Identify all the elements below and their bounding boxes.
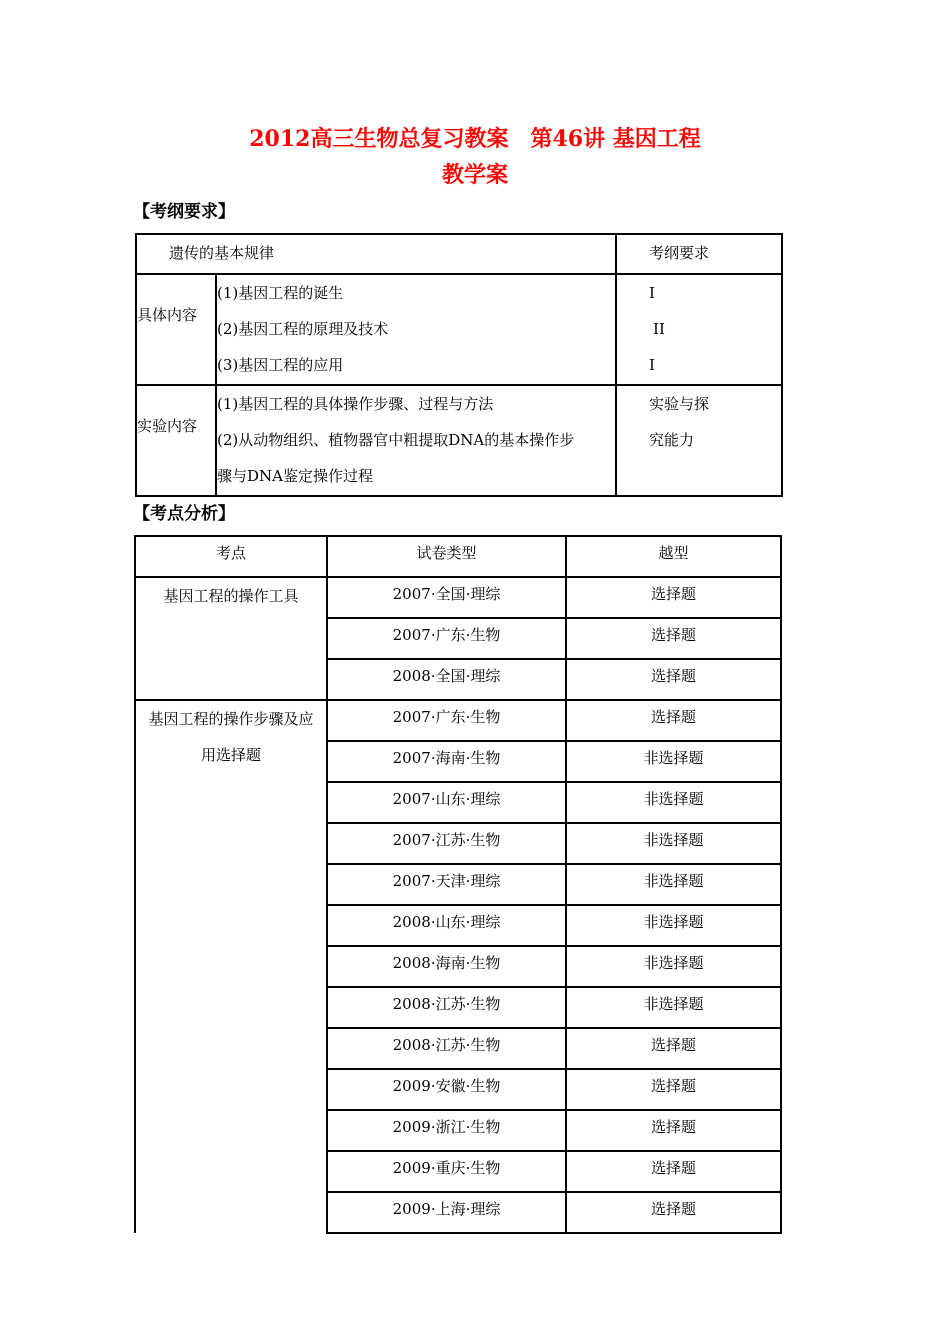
content-cell bbox=[216, 274, 616, 385]
knowledge-point-label: 基因工程的操作工具 bbox=[163, 587, 299, 605]
knowledge-point-label-cont: 用选择题 bbox=[200, 746, 261, 764]
content-item: (2)基因工程的原理及技术 bbox=[217, 320, 389, 338]
document-subtitle: 教学案 bbox=[441, 162, 508, 188]
paper-cell: 2007·广东·生物 bbox=[327, 700, 566, 741]
type-cell: 选择题 bbox=[566, 700, 781, 741]
knowledge-point-cell bbox=[135, 577, 327, 700]
type-cell: 非选择题 bbox=[566, 782, 781, 823]
paper-cell: 2008·全国·理综 bbox=[327, 659, 566, 700]
type-cell: 选择题 bbox=[566, 1192, 781, 1233]
syllabus-header-left: 遗传的基本规律 bbox=[169, 244, 275, 262]
paper-cell: 2007·全国·理综 bbox=[327, 577, 566, 618]
level-value: I bbox=[649, 284, 655, 302]
type-cell: 非选择题 bbox=[566, 905, 781, 946]
paper-cell: 2009·上海·理综 bbox=[327, 1192, 566, 1233]
content-item: (1)基因工程的具体操作步骤、过程与方法 bbox=[217, 395, 494, 413]
syllabus-table bbox=[135, 233, 783, 497]
requirement-text: 究能力 bbox=[649, 431, 695, 449]
level-value: I bbox=[649, 356, 655, 374]
section-heading-outline: 【考纲要求】 bbox=[133, 202, 235, 222]
requirement-text: 实验与探 bbox=[649, 395, 710, 413]
level-value: II bbox=[653, 320, 665, 338]
knowledge-point-label: 基因工程的操作步骤及应 bbox=[148, 710, 314, 728]
paper-cell: 2008·江苏·生物 bbox=[327, 1028, 566, 1069]
paper-cell: 2007·广东·生物 bbox=[327, 618, 566, 659]
type-cell: 选择题 bbox=[566, 1110, 781, 1151]
row-label-cell bbox=[136, 385, 216, 496]
type-cell: 非选择题 bbox=[566, 741, 781, 782]
syllabus-header-right: 考纲要求 bbox=[649, 244, 710, 262]
paper-cell: 2009·安徽·生物 bbox=[327, 1069, 566, 1110]
paper-cell: 2007·海南·生物 bbox=[327, 741, 566, 782]
type-cell: 选择题 bbox=[566, 659, 781, 700]
paper-cell: 2007·江苏·生物 bbox=[327, 823, 566, 864]
type-cell: 选择题 bbox=[566, 1028, 781, 1069]
type-cell: 非选择题 bbox=[566, 946, 781, 987]
paper-cell: 2008·江苏·生物 bbox=[327, 987, 566, 1028]
type-cell: 选择题 bbox=[566, 1069, 781, 1110]
content-item: (2)从动物组织、植物器官中粗提取DNA的基本操作步 bbox=[217, 431, 575, 449]
requirement-cell bbox=[616, 385, 782, 496]
type-cell: 非选择题 bbox=[566, 987, 781, 1028]
paper-cell: 2007·天津·理综 bbox=[327, 864, 566, 905]
column-header: 试卷类型 bbox=[327, 536, 566, 577]
paper-cell: 2008·海南·生物 bbox=[327, 946, 566, 987]
content-cell bbox=[216, 385, 616, 496]
type-cell: 选择题 bbox=[566, 577, 781, 618]
paper-cell: 2009·重庆·生物 bbox=[327, 1151, 566, 1192]
row-label-cell bbox=[136, 274, 216, 385]
type-cell: 选择题 bbox=[566, 1151, 781, 1192]
paper-cell: 2007·山东·理综 bbox=[327, 782, 566, 823]
syllabus-header-cell bbox=[136, 234, 616, 274]
type-cell: 选择题 bbox=[566, 618, 781, 659]
paper-cell: 2008·山东·理综 bbox=[327, 905, 566, 946]
paper-cell: 2009·浙江·生物 bbox=[327, 1110, 566, 1151]
column-header: 越型 bbox=[566, 536, 781, 577]
column-header: 考点 bbox=[135, 536, 327, 577]
section-heading-analysis: 【考点分析】 bbox=[133, 504, 235, 524]
type-cell: 非选择题 bbox=[566, 823, 781, 864]
document-title: 2012高三生物总复习教案 第46讲 基因工程 bbox=[249, 126, 701, 152]
level-cell bbox=[616, 274, 782, 385]
syllabus-header-req-cell bbox=[616, 234, 782, 274]
exam-analysis-table bbox=[134, 535, 782, 1234]
type-cell: 非选择题 bbox=[566, 864, 781, 905]
row-label: 具体内容 bbox=[137, 306, 198, 324]
content-item: (3)基因工程的应用 bbox=[217, 356, 344, 374]
row-label: 实验内容 bbox=[137, 417, 198, 435]
content-item: 骤与DNA鉴定操作过程 bbox=[217, 467, 373, 485]
knowledge-point-cell bbox=[135, 700, 327, 1233]
content-item: (1)基因工程的诞生 bbox=[217, 284, 344, 302]
